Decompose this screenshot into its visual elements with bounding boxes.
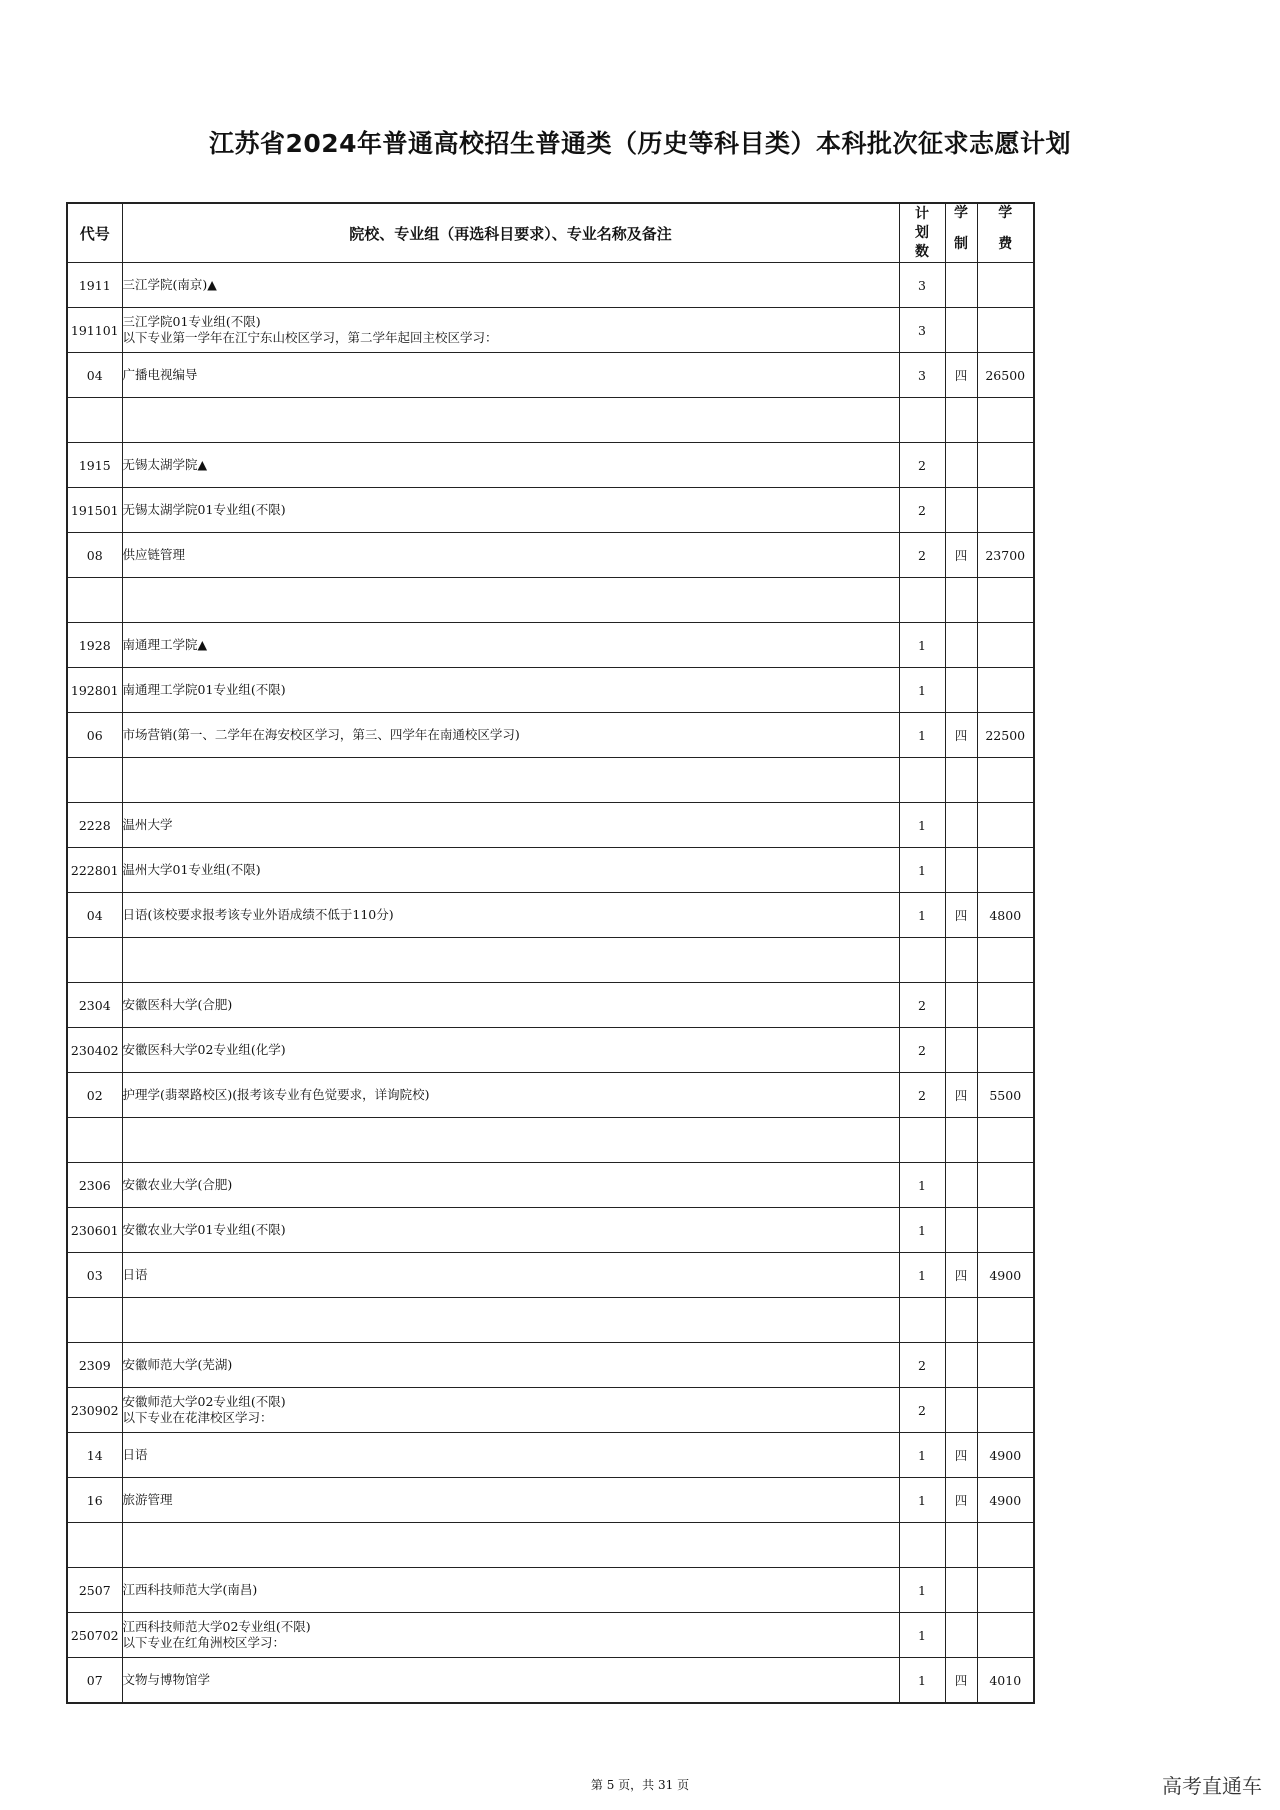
row-name (122, 1118, 899, 1163)
row-tuition (977, 938, 1034, 983)
row-note-text: 以下专业在红角洲校区学习： (122, 1635, 286, 1650)
row-plan-count: 2 (899, 1343, 945, 1388)
row-name-text: 旅游管理 (122, 1492, 173, 1507)
row-code: 03 (67, 1253, 122, 1298)
row-name-text: 日语 (122, 1267, 148, 1282)
row-name (122, 263, 899, 308)
row-code: 230601 (67, 1208, 122, 1253)
row-name (122, 1208, 899, 1253)
row-duration (945, 1568, 977, 1613)
row-name-text: 南通理工学院01专业组(不限) (122, 682, 286, 697)
row-name-text: 无锡太湖学院▲ (122, 457, 208, 472)
table-row (67, 1613, 1034, 1658)
table-row (67, 803, 1034, 848)
row-duration (945, 983, 977, 1028)
row-name (122, 938, 899, 983)
row-code: 192801 (67, 668, 122, 713)
row-tuition: 5500 (977, 1073, 1034, 1118)
row-tuition: 26500 (977, 353, 1034, 398)
row-plan-count: 1 (899, 1163, 945, 1208)
row-name-text: 供应链管理 (122, 547, 186, 562)
row-plan-count: 1 (899, 1433, 945, 1478)
row-code: 08 (67, 533, 122, 578)
page-title: 江苏省2024年普通高校招生普通类（历史等科目类）本科批次征求志愿计划 (208, 129, 1072, 158)
row-code: 191101 (67, 308, 122, 353)
row-duration: 四 (945, 533, 977, 578)
header-tuition (977, 203, 1034, 263)
table-row (67, 668, 1034, 713)
row-name-text: 安徽师范大学(芜湖) (122, 1357, 233, 1372)
row-duration (945, 1613, 977, 1658)
row-code: 2309 (67, 1343, 122, 1388)
row-duration (945, 263, 977, 308)
row-duration (945, 488, 977, 533)
row-name (122, 1028, 899, 1073)
row-plan-count (899, 758, 945, 803)
table-row (67, 758, 1034, 803)
row-name-text: 江西科技师范大学(南昌) (122, 1582, 258, 1597)
row-code: 02 (67, 1073, 122, 1118)
row-tuition: 4900 (977, 1478, 1034, 1523)
row-name (122, 893, 899, 938)
row-name (122, 533, 899, 578)
row-tuition: 4010 (977, 1658, 1034, 1704)
table-row (67, 1433, 1034, 1478)
table-body (67, 263, 1034, 1704)
row-name-text: 安徽农业大学(合肥) (122, 1177, 233, 1192)
row-name-text: 安徽医科大学02专业组(化学) (122, 1042, 286, 1057)
table-row (67, 1298, 1034, 1343)
header-plan-count-char-3: 数 (915, 243, 929, 260)
row-duration: 四 (945, 1478, 977, 1523)
row-name-text: 温州大学01专业组(不限) (122, 862, 261, 877)
row-name (122, 353, 899, 398)
row-tuition (977, 443, 1034, 488)
page-footer: 第 5 页，共 31 页 (590, 1778, 690, 1792)
table-row (67, 308, 1034, 353)
row-duration: 四 (945, 1658, 977, 1704)
row-name-text: 广播电视编导 (122, 367, 198, 382)
row-duration: 四 (945, 893, 977, 938)
admission-plan-table (66, 202, 1035, 1704)
table-row (67, 1478, 1034, 1523)
row-plan-count: 3 (899, 353, 945, 398)
table-row (67, 1523, 1034, 1568)
row-duration (945, 1388, 977, 1433)
row-name (122, 623, 899, 668)
row-duration: 四 (945, 353, 977, 398)
row-name (122, 713, 899, 758)
table-row (67, 488, 1034, 533)
row-tuition (977, 848, 1034, 893)
table-row (67, 938, 1034, 983)
row-duration (945, 443, 977, 488)
row-code: 1915 (67, 443, 122, 488)
row-name (122, 1658, 899, 1704)
row-name (122, 1298, 899, 1343)
header-plan-count (899, 203, 945, 263)
row-name-text: 安徽农业大学01专业组(不限) (122, 1222, 286, 1237)
row-tuition (977, 1163, 1034, 1208)
row-code: 04 (67, 353, 122, 398)
row-name (122, 443, 899, 488)
header-plan-count-char-2: 划 (915, 224, 929, 241)
table-row (67, 983, 1034, 1028)
row-duration (945, 578, 977, 623)
row-plan-count (899, 398, 945, 443)
row-tuition (977, 1613, 1034, 1658)
row-name (122, 983, 899, 1028)
row-code (67, 938, 122, 983)
row-name (122, 758, 899, 803)
table-row (67, 1568, 1034, 1613)
row-duration (945, 803, 977, 848)
row-tuition: 4800 (977, 893, 1034, 938)
table-row (67, 1343, 1034, 1388)
row-plan-count: 2 (899, 488, 945, 533)
header-code: 代号 (67, 203, 122, 263)
row-code (67, 1118, 122, 1163)
row-plan-count (899, 938, 945, 983)
row-name-text: 安徽医科大学(合肥) (122, 997, 233, 1012)
row-duration: 四 (945, 1433, 977, 1478)
table-row (67, 623, 1034, 668)
row-plan-count: 2 (899, 1388, 945, 1433)
table-row (67, 1658, 1034, 1704)
row-tuition (977, 1343, 1034, 1388)
row-name (122, 1163, 899, 1208)
row-duration (945, 848, 977, 893)
row-name-text: 温州大学 (122, 817, 173, 832)
table-row (67, 533, 1034, 578)
row-code: 2306 (67, 1163, 122, 1208)
row-tuition (977, 1028, 1034, 1073)
row-code: 230902 (67, 1388, 122, 1433)
table-row (67, 263, 1034, 308)
row-duration (945, 1208, 977, 1253)
row-code: 230402 (67, 1028, 122, 1073)
row-name (122, 1523, 899, 1568)
row-plan-count: 1 (899, 803, 945, 848)
row-code: 2507 (67, 1568, 122, 1613)
row-tuition (977, 1388, 1034, 1433)
row-code (67, 578, 122, 623)
row-plan-count: 1 (899, 1613, 945, 1658)
row-code: 2304 (67, 983, 122, 1028)
row-name-text: 三江学院01专业组(不限) (122, 314, 261, 329)
row-duration (945, 938, 977, 983)
row-duration: 四 (945, 713, 977, 758)
row-name (122, 848, 899, 893)
row-tuition: 23700 (977, 533, 1034, 578)
row-tuition (977, 398, 1034, 443)
row-name (122, 668, 899, 713)
row-tuition: 4900 (977, 1433, 1034, 1478)
row-code: 06 (67, 713, 122, 758)
row-code: 04 (67, 893, 122, 938)
row-plan-count: 2 (899, 1028, 945, 1073)
row-plan-count: 1 (899, 893, 945, 938)
row-name-text: 南通理工学院▲ (122, 637, 208, 652)
row-plan-count: 1 (899, 1253, 945, 1298)
row-plan-count (899, 1298, 945, 1343)
row-duration (945, 398, 977, 443)
header-duration-char-2: 制 (954, 236, 968, 252)
row-plan-count: 1 (899, 623, 945, 668)
row-tuition (977, 1298, 1034, 1343)
row-plan-count: 1 (899, 1658, 945, 1704)
row-name-text: 三江学院(南京)▲ (122, 277, 217, 292)
table-row (67, 848, 1034, 893)
row-duration: 四 (945, 1253, 977, 1298)
row-duration (945, 668, 977, 713)
row-code: 222801 (67, 848, 122, 893)
table-row (67, 1388, 1034, 1433)
row-duration (945, 1118, 977, 1163)
row-note-text: 以下专业在花津校区学习： (122, 1410, 273, 1425)
row-name (122, 1073, 899, 1118)
row-code: 07 (67, 1658, 122, 1704)
row-tuition (977, 1568, 1034, 1613)
row-tuition (977, 488, 1034, 533)
row-code (67, 758, 122, 803)
row-tuition (977, 758, 1034, 803)
table-row (67, 1028, 1034, 1073)
row-tuition (977, 668, 1034, 713)
row-name (122, 1253, 899, 1298)
row-duration (945, 308, 977, 353)
row-tuition (977, 308, 1034, 353)
row-code: 191501 (67, 488, 122, 533)
row-duration (945, 623, 977, 668)
table-row (67, 893, 1034, 938)
row-plan-count: 3 (899, 263, 945, 308)
row-name (122, 398, 899, 443)
row-plan-count (899, 1523, 945, 1568)
table-row (67, 443, 1034, 488)
row-name (122, 1568, 899, 1613)
table-header-row (67, 203, 1034, 263)
row-tuition: 22500 (977, 713, 1034, 758)
row-plan-count: 2 (899, 1073, 945, 1118)
table-row (67, 578, 1034, 623)
table-row (67, 1163, 1034, 1208)
row-name-text: 无锡太湖学院01专业组(不限) (122, 502, 286, 517)
row-name (122, 488, 899, 533)
row-name (122, 308, 899, 353)
row-name-text: 市场营销(第一、二学年在海安校区学习，第三、四学年在南通校区学习) (122, 727, 520, 742)
table-row (67, 1118, 1034, 1163)
row-name (122, 1388, 899, 1433)
row-plan-count: 1 (899, 713, 945, 758)
row-name-text: 护理学(翡翠路校区)(报考该专业有色觉要求，详询院校) (122, 1087, 430, 1102)
row-tuition (977, 1523, 1034, 1568)
row-tuition (977, 623, 1034, 668)
row-name-text: 安徽师范大学02专业组(不限) (122, 1394, 286, 1409)
row-plan-count: 1 (899, 1208, 945, 1253)
row-duration (945, 1523, 977, 1568)
row-name (122, 803, 899, 848)
row-plan-count: 1 (899, 848, 945, 893)
row-duration (945, 1298, 977, 1343)
row-code: 1911 (67, 263, 122, 308)
watermark: 高考直通车 (1162, 1774, 1262, 1798)
row-duration (945, 758, 977, 803)
row-plan-count (899, 578, 945, 623)
row-name (122, 578, 899, 623)
row-plan-count (899, 1118, 945, 1163)
header-tuition-char-2: 费 (998, 236, 1013, 252)
row-name (122, 1343, 899, 1388)
table-row (67, 713, 1034, 758)
row-name (122, 1433, 899, 1478)
row-code (67, 398, 122, 443)
header-tuition-char-1: 学 (998, 205, 1013, 221)
row-plan-count: 3 (899, 308, 945, 353)
row-tuition (977, 1208, 1034, 1253)
row-plan-count: 2 (899, 533, 945, 578)
row-code (67, 1523, 122, 1568)
row-plan-count: 1 (899, 668, 945, 713)
table-row (67, 398, 1034, 443)
row-tuition (977, 803, 1034, 848)
row-duration (945, 1343, 977, 1388)
row-tuition (977, 263, 1034, 308)
row-tuition: 4900 (977, 1253, 1034, 1298)
table-row (67, 1208, 1034, 1253)
row-code: 1928 (67, 623, 122, 668)
row-name (122, 1478, 899, 1523)
row-duration (945, 1163, 977, 1208)
row-plan-count: 2 (899, 983, 945, 1028)
row-code: 16 (67, 1478, 122, 1523)
row-tuition (977, 983, 1034, 1028)
row-plan-count: 1 (899, 1478, 945, 1523)
row-tuition (977, 1118, 1034, 1163)
table-row (67, 1073, 1034, 1118)
row-plan-count: 2 (899, 443, 945, 488)
row-name-text: 日语(该校要求报考该专业外语成绩不低于110分) (122, 907, 394, 922)
row-name-text: 文物与博物馆学 (122, 1672, 211, 1687)
row-plan-count: 1 (899, 1568, 945, 1613)
row-note-text: 以下专业第一学年在江宁东山校区学习，第二学年起回主校区学习： (122, 330, 498, 345)
row-code: 250702 (67, 1613, 122, 1658)
header-name: 院校、专业组（再选科目要求）、专业名称及备注 (122, 203, 899, 263)
row-code: 14 (67, 1433, 122, 1478)
row-name-text: 日语 (122, 1447, 148, 1462)
row-code (67, 1298, 122, 1343)
table-row (67, 353, 1034, 398)
row-code: 2228 (67, 803, 122, 848)
row-name-text: 江西科技师范大学02专业组(不限) (122, 1619, 311, 1634)
row-duration (945, 1028, 977, 1073)
row-duration: 四 (945, 1073, 977, 1118)
header-duration-char-1: 学 (954, 205, 968, 221)
header-plan-count-char-1: 计 (915, 205, 929, 222)
table-row (67, 1253, 1034, 1298)
row-tuition (977, 578, 1034, 623)
header-duration (945, 203, 977, 263)
row-name (122, 1613, 899, 1658)
